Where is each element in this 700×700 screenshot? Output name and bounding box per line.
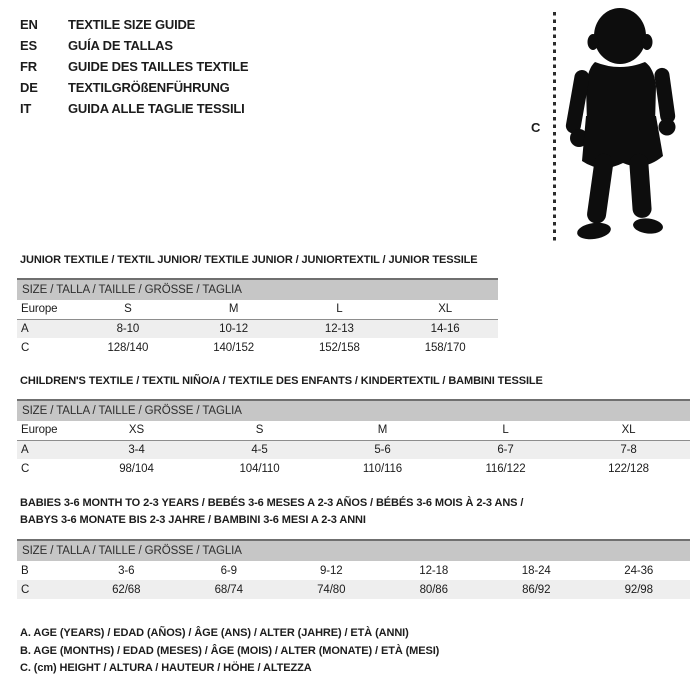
babies-table-title [20,495,523,529]
size-header-bar: SIZE / TALLA / TAILLE / GRÖSSE / TAGLIA [17,399,690,421]
table-cell: 140/152 [213,341,255,354]
language-row [20,98,248,119]
table-cell: 9-12 [319,564,343,577]
table-row [17,561,690,580]
babies-size-table [17,539,690,599]
language-row [20,35,248,56]
table-cell: 18-24 [521,564,551,577]
language-title: TEXTILGRÖßENFÜHRUNG [68,80,230,95]
measure-c-label: C [531,120,541,135]
table-cell: 12-13 [287,319,393,338]
table-cell: 92/98 [588,580,691,599]
row-label: C [21,462,30,475]
table-cell: L [287,300,393,319]
language-code: EN [20,17,38,32]
table-cell: L [444,421,567,440]
row-label: Europe [17,300,75,319]
language-title: GUÍA DE TALLAS [68,38,173,53]
language-list [20,14,248,119]
table-cell: 86/92 [485,580,588,599]
table-cell: 7-8 [567,440,690,459]
table-cell: 128/140 [107,341,149,354]
table-cell: 4-5 [198,440,321,459]
table-row [17,338,498,357]
table-cell: S [75,300,181,319]
row-label: Europe [17,421,75,440]
table-cell: XL [567,421,690,440]
table-cell: 24-36 [624,564,654,577]
table-cell: 10-12 [181,319,287,338]
table-cell: M [181,300,287,319]
table-row [17,319,498,338]
row-label: A [17,440,75,459]
table-cell: XL [392,300,498,319]
table-cell: 158/170 [424,341,466,354]
table-cell: 3-4 [75,440,198,459]
dashed-height-line [553,12,556,242]
table-cell: XS [75,421,198,440]
table-cell: 8-10 [75,319,181,338]
table-cell: 6-9 [220,564,237,577]
table-cell: 104/110 [239,462,280,475]
table-row [17,459,690,478]
row-label: C [21,341,30,354]
measurement-legend [20,625,439,678]
size-header-bar: SIZE / TALLA / TAILLE / GRÖSSE / TAGLIA [17,278,498,300]
language-title: GUIDA ALLE TAGLIE TESSILI [68,101,245,116]
height-measure-figure [525,4,700,244]
babies-title-line1: BABIES 3-6 MONTH TO 2-3 YEARS / BEBÉS 3-6 MESES A 2-3 AÑOS / BÉBÉS 3-6 MOIS À 2-3 ANS / [20,497,524,509]
table-row [17,421,690,440]
children-size-table [17,399,690,478]
table-cell: 3-6 [118,564,135,577]
row-label: A [17,319,75,338]
table-row [17,440,690,459]
size-header-bar: SIZE / TALLA / TAILLE / GRÖSSE / TAGLIA [17,539,690,561]
table-row [17,300,498,319]
language-code: FR [20,59,37,74]
table-cell: 80/86 [383,580,486,599]
babies-title-line2: BABYS 3-6 MONATE BIS 2-3 JAHRE / BAMBINI 3-6 MESI A 2-3 ANNI [20,514,366,526]
table-cell: M [321,421,444,440]
row-label: B [21,564,29,577]
language-title: GUIDE DES TAILLES TEXTILE [68,59,249,74]
table-cell: 62/68 [75,580,178,599]
language-code: IT [20,101,32,116]
table-cell: 68/74 [178,580,281,599]
table-cell: 110/116 [362,462,403,475]
table-cell: 152/158 [318,341,360,354]
legend-height-cm: C. (cm) HEIGHT / ALTURA / HAUTEUR / HÖHE / ALTEZZA [20,662,312,674]
table-cell: S [198,421,321,440]
legend-age-months: B. AGE (MONTHS) / EDAD (MESES) / ÂGE (MOIS) / ALTER (MONATE) / ETÀ (MESI) [20,644,440,657]
junior-size-table [17,278,498,357]
table-cell: 98/104 [119,462,154,475]
legend-age-years: A. AGE (YEARS) / EDAD (AÑOS) / ÂGE (ANS) / ALTER (JAHRE) / ETÀ (ANNI) [20,627,409,639]
table-cell: 122/128 [608,462,649,475]
junior-table-title: JUNIOR TEXTILE / TEXTIL JUNIOR/ TEXTILE JUNIOR / JUNIORTEXTIL / JUNIOR TESSILE [20,254,478,266]
language-row [20,77,248,98]
toddler-silhouette-image [565,6,697,242]
table-cell: 14-16 [392,319,498,338]
language-code: ES [20,38,37,53]
language-title: TEXTILE SIZE GUIDE [68,17,196,32]
children-table-title: CHILDREN'S TEXTILE / TEXTIL NIÑO/A / TEXTILE DES ENFANTS / KINDERTEXTIL / BAMBINI TESSILE [20,375,543,387]
language-row [20,56,248,77]
table-cell: 74/80 [280,580,383,599]
table-cell: 5-6 [321,440,444,459]
language-row [20,14,248,35]
table-cell: 12-18 [419,564,449,577]
row-label: C [17,580,75,599]
table-cell: 116/122 [485,462,526,475]
table-cell: 6-7 [444,440,567,459]
language-code: DE [20,80,38,95]
table-row [17,580,690,599]
